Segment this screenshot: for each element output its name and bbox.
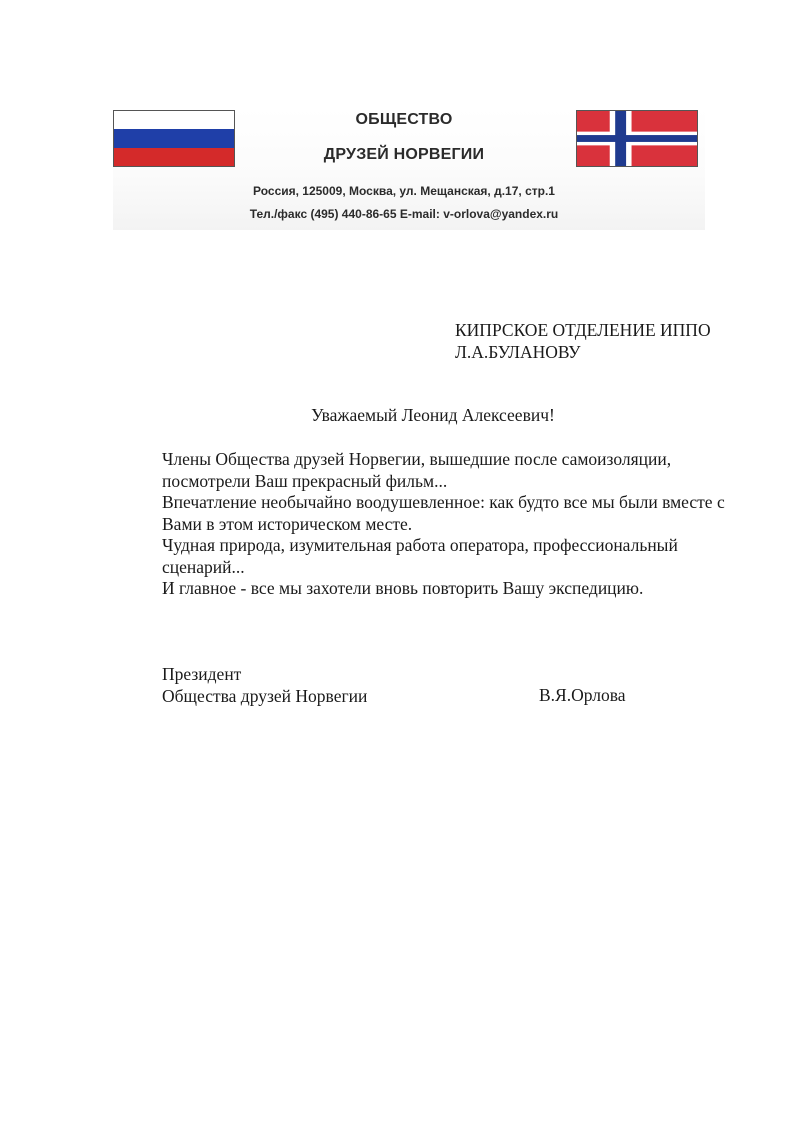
body-paragraph: И главное - все мы захотели вновь повторить Вашу экспедицию.: [162, 578, 644, 598]
norway-flag-icon: [576, 110, 698, 167]
letterhead-title-line2: ДРУЗЕЙ НОРВЕГИИ: [323, 146, 485, 163]
body-paragraph: Члены Общества друзей Норвегии, вышедшие после самоизоляции, посмотрели Ваш прекрасный фильм...: [162, 449, 672, 491]
letterhead-address: Россия, 125009, Москва, ул. Мещанская, д.17, стр.1: [253, 184, 555, 198]
body-paragraph: Впечатление необычайно воодушевленное: как будто все мы были вместе с Вами в этом историческом месте.: [162, 492, 725, 534]
body-paragraph: Чудная природа, изумительная работа оператора, профессиональный сценарий...: [162, 535, 678, 577]
letter-body: [162, 449, 742, 600]
signature-name: В.Я.Орлова: [539, 685, 626, 705]
signature-organization: Общества друзей Норвегии: [162, 686, 368, 706]
letterhead: [113, 108, 705, 230]
recipient-organization: КИПРСКОЕ ОТДЕЛЕНИЕ ИППО: [455, 320, 711, 340]
recipient-name: Л.А.БУЛАНОВУ: [455, 342, 581, 362]
letterhead-title-line1: ОБЩЕСТВО: [355, 111, 453, 128]
signature-block: [162, 663, 367, 707]
russia-flag-icon: [113, 110, 235, 167]
greeting: Уважаемый Леонид Алексеевич!: [311, 405, 555, 425]
letterhead-contacts: Тел./факс (495) 440-86-65 E-mail: v-orlova@yandex.ru: [249, 207, 559, 221]
recipient-block: [455, 319, 711, 363]
signature-title: Президент: [162, 664, 242, 684]
